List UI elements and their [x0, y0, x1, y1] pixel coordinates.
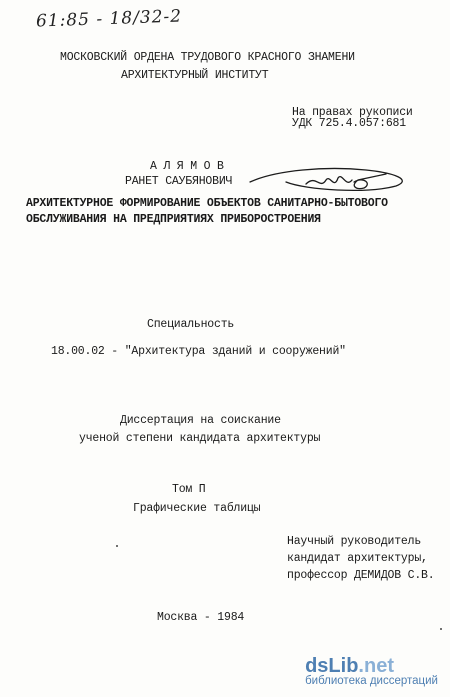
dslib-watermark[interactable] [305, 655, 438, 687]
organization-line-2: АРХИТЕКТУРНЫЙ ИНСТИТУТ [121, 69, 269, 82]
advisor-line-1: Научный руководитель [287, 535, 422, 548]
rights-notice: На правах рукописи [292, 106, 413, 119]
watermark-tagline: библиотека диссертаций [305, 675, 438, 687]
organization-line-1: МОСКОВСКИЙ ОРДЕНА ТРУДОВОГО КРАСНОГО ЗНАМЕНИ [60, 51, 355, 64]
author-surname: А Л Я М О В [150, 160, 224, 173]
dissertation-title-line-2: ОБСЛУЖИВАНИЯ НА ПРЕДПРИЯТИЯХ ПРИБОРОСТРОЕНИЯ [26, 213, 321, 226]
advisor-line-2: кандидат архитектуры, [287, 552, 428, 565]
specialty-label: Специальность [147, 318, 235, 331]
handwritten-catalog-code: 61:85 - 18/32-2 [35, 6, 183, 32]
specialty-value: 18.00.02 - "Архитектура зданий и сооружений" [51, 345, 346, 358]
author-signature [246, 160, 414, 200]
volume-subtitle: Графические таблицы [133, 502, 261, 515]
dissertation-purpose-line-2: ученой степени кандидата архитектуры [79, 432, 321, 445]
paper-speck [116, 545, 118, 547]
watermark-brand: dsLib.net [305, 655, 394, 677]
advisor-line-3: профессор ДЕМИДОВ С.В. [287, 569, 435, 582]
volume-number: Том П [172, 483, 206, 496]
udk-code: УДК 725.4.057:681 [292, 117, 406, 130]
paper-speck [440, 628, 442, 630]
author-name: РАНЕТ САУБЯНОВИЧ [125, 175, 233, 188]
dissertation-purpose-line-1: Диссертация на соискание [120, 414, 281, 427]
dissertation-title-line-1: АРХИТЕКТУРНОЕ ФОРМИРОВАНИЕ ОБЪЕКТОВ САНИТАРНО-БЫТОВОГО [26, 197, 388, 210]
city-year: Москва - 1984 [157, 611, 245, 624]
